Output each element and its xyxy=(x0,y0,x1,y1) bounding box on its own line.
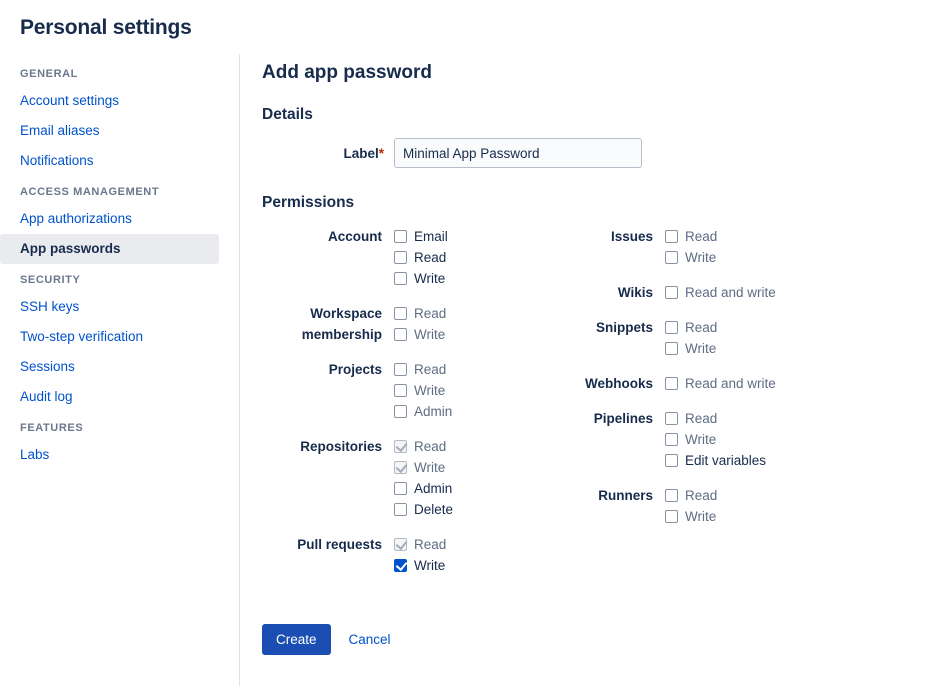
permission-option-label: Write xyxy=(414,271,446,286)
permission-options xyxy=(394,226,448,289)
permission-option-label: Read xyxy=(685,320,718,335)
label-field-text: Label xyxy=(343,145,379,161)
permission-group-name: Repositories xyxy=(300,439,382,454)
permission-group-name: Projects xyxy=(328,362,382,377)
checkbox-webhooks-read-and-write[interactable] xyxy=(665,377,678,390)
permission-option-repositories-admin[interactable] xyxy=(394,478,453,499)
permission-option-pipelines-read[interactable] xyxy=(665,408,766,429)
checkbox-pull-requests-write[interactable] xyxy=(394,559,407,572)
checkbox-runners-write[interactable] xyxy=(665,510,678,523)
permission-option-snippets-write[interactable] xyxy=(665,338,717,359)
permission-group-repositories xyxy=(262,436,502,520)
permission-option-label: Write xyxy=(685,432,717,447)
form-heading: Add app password xyxy=(262,62,432,83)
permission-option-runners-read[interactable] xyxy=(665,485,717,506)
permission-option-label: Delete xyxy=(414,502,454,517)
permissions-section-title: Permissions xyxy=(262,194,355,211)
permission-option-label: Write xyxy=(685,250,717,265)
permission-option-label: Read xyxy=(414,439,447,454)
permission-option-label: Read xyxy=(414,306,447,321)
permission-options xyxy=(665,226,717,268)
checkbox-wikis-read-and-write[interactable] xyxy=(665,286,678,299)
checkbox-repositories-read xyxy=(394,440,407,453)
permission-option-label: Read and write xyxy=(685,285,776,300)
sidebar-item-app-passwords[interactable]: App passwords xyxy=(0,234,219,264)
permissions-column-right xyxy=(547,226,807,590)
permission-group-name: Pull requests xyxy=(297,537,382,552)
checkbox-repositories-admin[interactable] xyxy=(394,482,407,495)
permission-option-projects-admin[interactable] xyxy=(394,401,452,422)
checkbox-projects-read[interactable] xyxy=(394,363,407,376)
permission-option-label: Write xyxy=(414,460,446,475)
cancel-button[interactable]: Cancel xyxy=(345,628,395,651)
label-field-label xyxy=(262,146,394,161)
permission-option-projects-read[interactable] xyxy=(394,359,452,380)
checkbox-snippets-write[interactable] xyxy=(665,342,678,355)
sidebar-group-label-access-management: ACCESS MANAGEMENT xyxy=(20,186,160,198)
permission-option-label: Admin xyxy=(414,404,453,419)
permission-options xyxy=(394,534,446,576)
permission-option-label: Read xyxy=(685,411,718,426)
sidebar-item-app-authorizations[interactable]: App authorizations xyxy=(20,211,132,226)
permission-option-snippets-read[interactable] xyxy=(665,317,717,338)
permissions-grid xyxy=(262,226,936,590)
checkbox-repositories-delete[interactable] xyxy=(394,503,407,516)
permission-option-workspace-read[interactable] xyxy=(394,303,446,324)
checkbox-repositories-write xyxy=(394,461,407,474)
permission-options xyxy=(665,408,766,471)
permission-group-runners xyxy=(547,485,807,527)
permission-options xyxy=(394,359,452,422)
sidebar-group-label-security: SECURITY xyxy=(20,274,81,286)
permission-option-pull-requests-read xyxy=(394,534,446,555)
permission-option-label: Read xyxy=(685,229,718,244)
checkbox-runners-read[interactable] xyxy=(665,489,678,502)
permission-option-label: Write xyxy=(685,509,717,524)
permission-group-issues xyxy=(547,226,807,268)
permission-option-webhooks-read-and-write[interactable] xyxy=(665,373,776,394)
checkbox-workspace-write[interactable] xyxy=(394,328,407,341)
permission-group-name: Snippets xyxy=(595,320,653,335)
permission-options xyxy=(665,485,717,527)
permission-group-name: Runners xyxy=(598,488,653,503)
sidebar xyxy=(0,54,240,686)
checkbox-pipelines-write[interactable] xyxy=(665,433,678,446)
permission-option-pipelines-write[interactable] xyxy=(665,429,766,450)
sidebar-item-sessions[interactable]: Sessions xyxy=(20,359,75,374)
sidebar-item-account-settings[interactable]: Account settings xyxy=(20,93,120,108)
checkbox-issues-write[interactable] xyxy=(665,251,678,264)
permission-option-account-read[interactable] xyxy=(394,247,448,268)
permission-option-label: Email xyxy=(414,229,448,244)
permission-option-account-write[interactable] xyxy=(394,268,448,289)
permission-group-wikis xyxy=(547,282,807,303)
sidebar-item-ssh-keys[interactable]: SSH keys xyxy=(20,299,80,314)
permission-group-name: Webhooks xyxy=(584,376,653,391)
permission-option-label: Admin xyxy=(414,481,453,496)
permission-group-name: Issues xyxy=(610,229,653,244)
permission-option-label: Read xyxy=(414,250,447,265)
settings-layout xyxy=(0,54,936,686)
permission-group-pull-requests xyxy=(262,534,502,576)
checkbox-account-read[interactable] xyxy=(394,251,407,264)
permission-option-projects-write[interactable] xyxy=(394,380,452,401)
permission-options xyxy=(665,282,776,303)
create-button[interactable]: Create xyxy=(262,624,331,655)
permission-option-account-email[interactable] xyxy=(394,226,448,247)
permission-option-label: Read and write xyxy=(685,376,776,391)
permission-options xyxy=(665,373,776,394)
permission-group-name: Account xyxy=(328,229,382,244)
permission-option-issues-write[interactable] xyxy=(665,247,717,268)
permission-options xyxy=(394,436,453,520)
permission-option-workspace-write[interactable] xyxy=(394,324,446,345)
permission-option-repositories-read xyxy=(394,436,453,457)
permission-group-projects xyxy=(262,359,502,422)
permission-option-label: Read xyxy=(685,488,718,503)
permission-options xyxy=(394,303,446,345)
permission-group-snippets xyxy=(547,317,807,359)
permission-group-account xyxy=(262,226,502,289)
permission-option-label: Write xyxy=(414,327,446,342)
permissions-column-left xyxy=(262,226,502,590)
sidebar-item-audit-log[interactable]: Audit log xyxy=(20,389,73,404)
form-actions xyxy=(262,624,936,655)
permission-option-label: Read xyxy=(414,362,447,377)
permission-group-name: Pipelines xyxy=(593,411,653,426)
sidebar-item-notifications[interactable]: Notifications xyxy=(20,153,94,168)
main-content xyxy=(240,54,936,686)
permission-option-wikis-read-and-write[interactable] xyxy=(665,282,776,303)
permission-option-label: Write xyxy=(414,383,446,398)
permission-option-label: Write xyxy=(685,341,717,356)
sidebar-item-email-aliases[interactable]: Email aliases xyxy=(20,123,100,138)
checkbox-pull-requests-read xyxy=(394,538,407,551)
permission-option-repositories-delete[interactable] xyxy=(394,499,453,520)
permission-group-name: Workspace membership xyxy=(301,306,382,342)
permission-option-label: Edit variables xyxy=(685,453,767,468)
required-marker: * xyxy=(378,145,384,161)
sidebar-group-label-features: FEATURES xyxy=(20,422,84,434)
page-title: Personal settings xyxy=(20,16,192,39)
label-input[interactable] xyxy=(394,138,642,168)
permission-option-label: Read xyxy=(414,537,447,552)
permission-option-issues-read[interactable] xyxy=(665,226,717,247)
permission-group-workspace-membership xyxy=(262,303,502,345)
permission-group-webhooks xyxy=(547,373,807,394)
label-field-row xyxy=(262,138,936,168)
permission-option-pipelines-edit-variables[interactable] xyxy=(665,450,766,471)
permission-option-pull-requests-write[interactable] xyxy=(394,555,446,576)
checkbox-pipelines-edit-variables[interactable] xyxy=(665,454,678,467)
permission-option-runners-write[interactable] xyxy=(665,506,717,527)
checkbox-workspace-read[interactable] xyxy=(394,307,407,320)
details-section-title: Details xyxy=(262,106,313,123)
permission-group-pipelines xyxy=(547,408,807,471)
checkbox-account-email[interactable] xyxy=(394,230,407,243)
checkbox-issues-read[interactable] xyxy=(665,230,678,243)
sidebar-group-label-general: GENERAL xyxy=(20,68,78,80)
checkbox-pipelines-read[interactable] xyxy=(665,412,678,425)
checkbox-account-write[interactable] xyxy=(394,272,407,285)
checkbox-projects-admin[interactable] xyxy=(394,405,407,418)
checkbox-snippets-read[interactable] xyxy=(665,321,678,334)
permission-options xyxy=(665,317,717,359)
permission-group-name: Wikis xyxy=(617,285,653,300)
permission-option-label: Write xyxy=(414,558,446,573)
sidebar-item-labs[interactable]: Labs xyxy=(20,447,50,462)
sidebar-item-two-step-verification[interactable]: Two-step verification xyxy=(20,329,144,344)
permission-option-repositories-write xyxy=(394,457,453,478)
checkbox-projects-write[interactable] xyxy=(394,384,407,397)
